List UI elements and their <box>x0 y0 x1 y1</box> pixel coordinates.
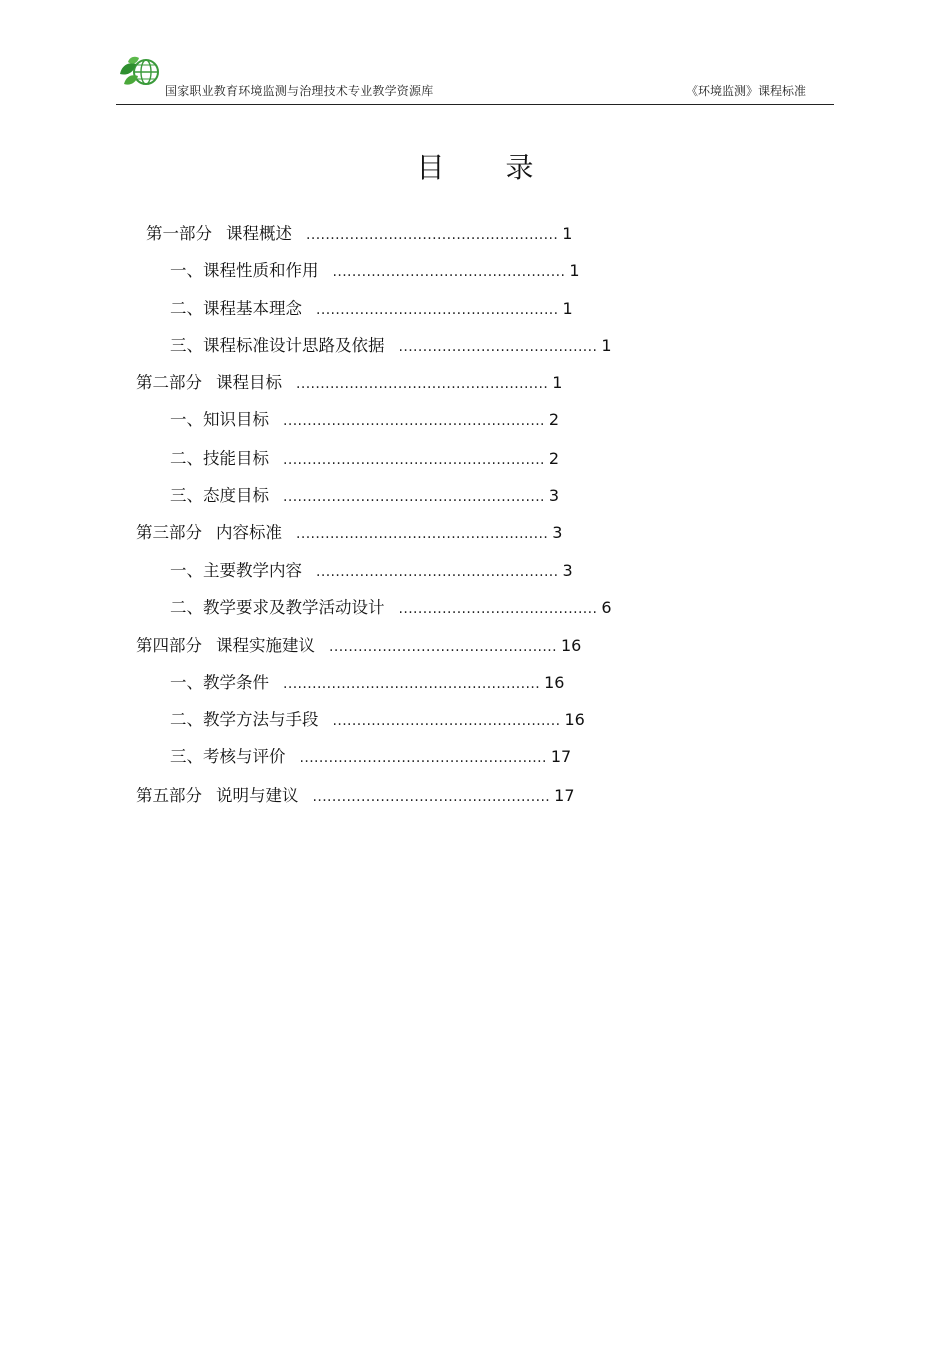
toc-entry-page: 16 <box>564 710 585 729</box>
toc-entry-page: 1 <box>569 261 580 280</box>
toc-entry[interactable] <box>170 559 573 583</box>
toc-entry[interactable] <box>170 408 559 432</box>
toc-entry-title: 技能目标 <box>203 449 269 468</box>
toc-entry-leader: ................................................. <box>312 789 551 805</box>
toc-entry[interactable] <box>136 371 562 395</box>
toc-entry-leader: .................................................. <box>316 564 559 580</box>
toc-entry-leader: .................................................... <box>306 227 559 243</box>
toc-entry-title: 主要教学内容 <box>203 561 302 580</box>
toc-entry-title: 态度目标 <box>203 486 269 505</box>
toc-entry[interactable] <box>136 784 575 808</box>
toc-entry-label: 一、 <box>170 261 203 280</box>
toc-entry[interactable] <box>170 447 559 471</box>
toc-entry-title: 课程实施建议 <box>216 636 315 655</box>
leaf-globe-icon <box>116 54 162 90</box>
toc-entry-leader: ...................................................... <box>283 452 545 468</box>
toc-entry-title: 教学方法与手段 <box>203 710 319 729</box>
toc-entry[interactable] <box>170 708 585 732</box>
toc-entry-title: 教学条件 <box>203 673 269 692</box>
header-left-text: 国家职业教育环境监测与治理技术专业教学资源库 <box>165 84 434 98</box>
toc-entry-page: 1 <box>601 336 612 355</box>
toc-entry-page: 17 <box>554 786 575 805</box>
toc-entry-leader: ............................................... <box>329 639 557 655</box>
toc-entry-page: 3 <box>548 486 560 505</box>
toc-entry-page: 1 <box>562 299 573 318</box>
toc-entry[interactable] <box>170 596 612 620</box>
toc-entry-label: 第二部分 <box>136 373 202 392</box>
toc-entry-label: 第一部分 <box>146 224 212 243</box>
toc-entry-page: 1 <box>552 373 563 392</box>
toc-entry-label: 第五部分 <box>136 786 202 805</box>
toc-entry-leader: ..................................................... <box>283 676 541 692</box>
toc-entry-leader: ...................................................... <box>283 489 545 505</box>
toc-entry[interactable] <box>170 745 571 769</box>
toc-entry[interactable] <box>170 484 559 508</box>
toc-entry-title: 说明与建议 <box>216 786 299 805</box>
toc-entry-title: 教学要求及教学活动设计 <box>203 598 385 617</box>
toc-entry-leader: ......................................... <box>398 601 598 617</box>
toc-entry-page: 17 <box>550 747 572 766</box>
toc-entry-label: 二、 <box>170 598 203 617</box>
toc-entry[interactable] <box>170 297 573 321</box>
toc-entry-page: 3 <box>562 561 573 580</box>
toc-entry-page: 3 <box>552 523 563 542</box>
toc-entry-title: 课程标准设计思路及依据 <box>203 336 385 355</box>
toc-entry-leader: ................................................ <box>332 264 566 280</box>
toc-entry-leader: .................................................... <box>296 526 549 542</box>
toc-entry[interactable] <box>146 222 572 246</box>
toc-entry-leader: ...................................................... <box>283 413 545 429</box>
toc-entry-label: 一、 <box>170 561 203 580</box>
toc-entry[interactable] <box>170 334 612 358</box>
toc-entry[interactable] <box>136 634 581 658</box>
toc-entry-page: 1 <box>562 224 573 243</box>
toc-entry[interactable] <box>170 259 580 283</box>
toc-entry-leader: ................................................... <box>299 750 547 766</box>
header-right-text: 《环境监测》课程标准 <box>685 84 806 98</box>
toc-entry-title: 考核与评价 <box>203 747 286 766</box>
toc-entry-title: 课程目标 <box>216 373 282 392</box>
page-header <box>0 0 950 110</box>
toc-entry-label: 二、 <box>170 710 203 729</box>
toc-entry[interactable] <box>136 521 562 545</box>
toc-entry-label: 一、 <box>170 410 203 429</box>
header-divider <box>116 104 834 105</box>
toc-entry-leader: .................................................... <box>296 376 549 392</box>
toc-entry-title: 课程基本理念 <box>203 299 302 318</box>
toc-entry-page: 16 <box>544 673 565 692</box>
toc-entry-label: 二、 <box>170 449 203 468</box>
toc-title: 目 录 <box>416 151 560 184</box>
toc-entry-leader: ............................................... <box>332 713 561 729</box>
toc-entry-title: 课程性质和作用 <box>203 261 319 280</box>
toc-entry-label: 三、 <box>170 336 203 355</box>
toc-entry-leader: ......................................... <box>398 339 598 355</box>
toc-entry-label: 二、 <box>170 299 203 318</box>
toc-entry-title: 课程概述 <box>226 224 292 243</box>
toc-entry-label: 第四部分 <box>136 636 202 655</box>
toc-entry-label: 一、 <box>170 673 203 692</box>
toc-entry-label: 三、 <box>170 486 203 505</box>
toc-entry-page: 6 <box>601 598 612 617</box>
toc-entry-page: 16 <box>560 636 582 655</box>
toc-entry-label: 第三部分 <box>136 523 202 542</box>
toc-entry-page: 2 <box>548 449 560 468</box>
toc-entry-label: 三、 <box>170 747 203 766</box>
toc-entry-leader: .................................................. <box>316 302 559 318</box>
toc-entry-page: 2 <box>548 410 560 429</box>
toc-entry[interactable] <box>170 671 564 695</box>
toc-entry-title: 知识目标 <box>203 410 269 429</box>
toc-entry-title: 内容标准 <box>216 523 282 542</box>
